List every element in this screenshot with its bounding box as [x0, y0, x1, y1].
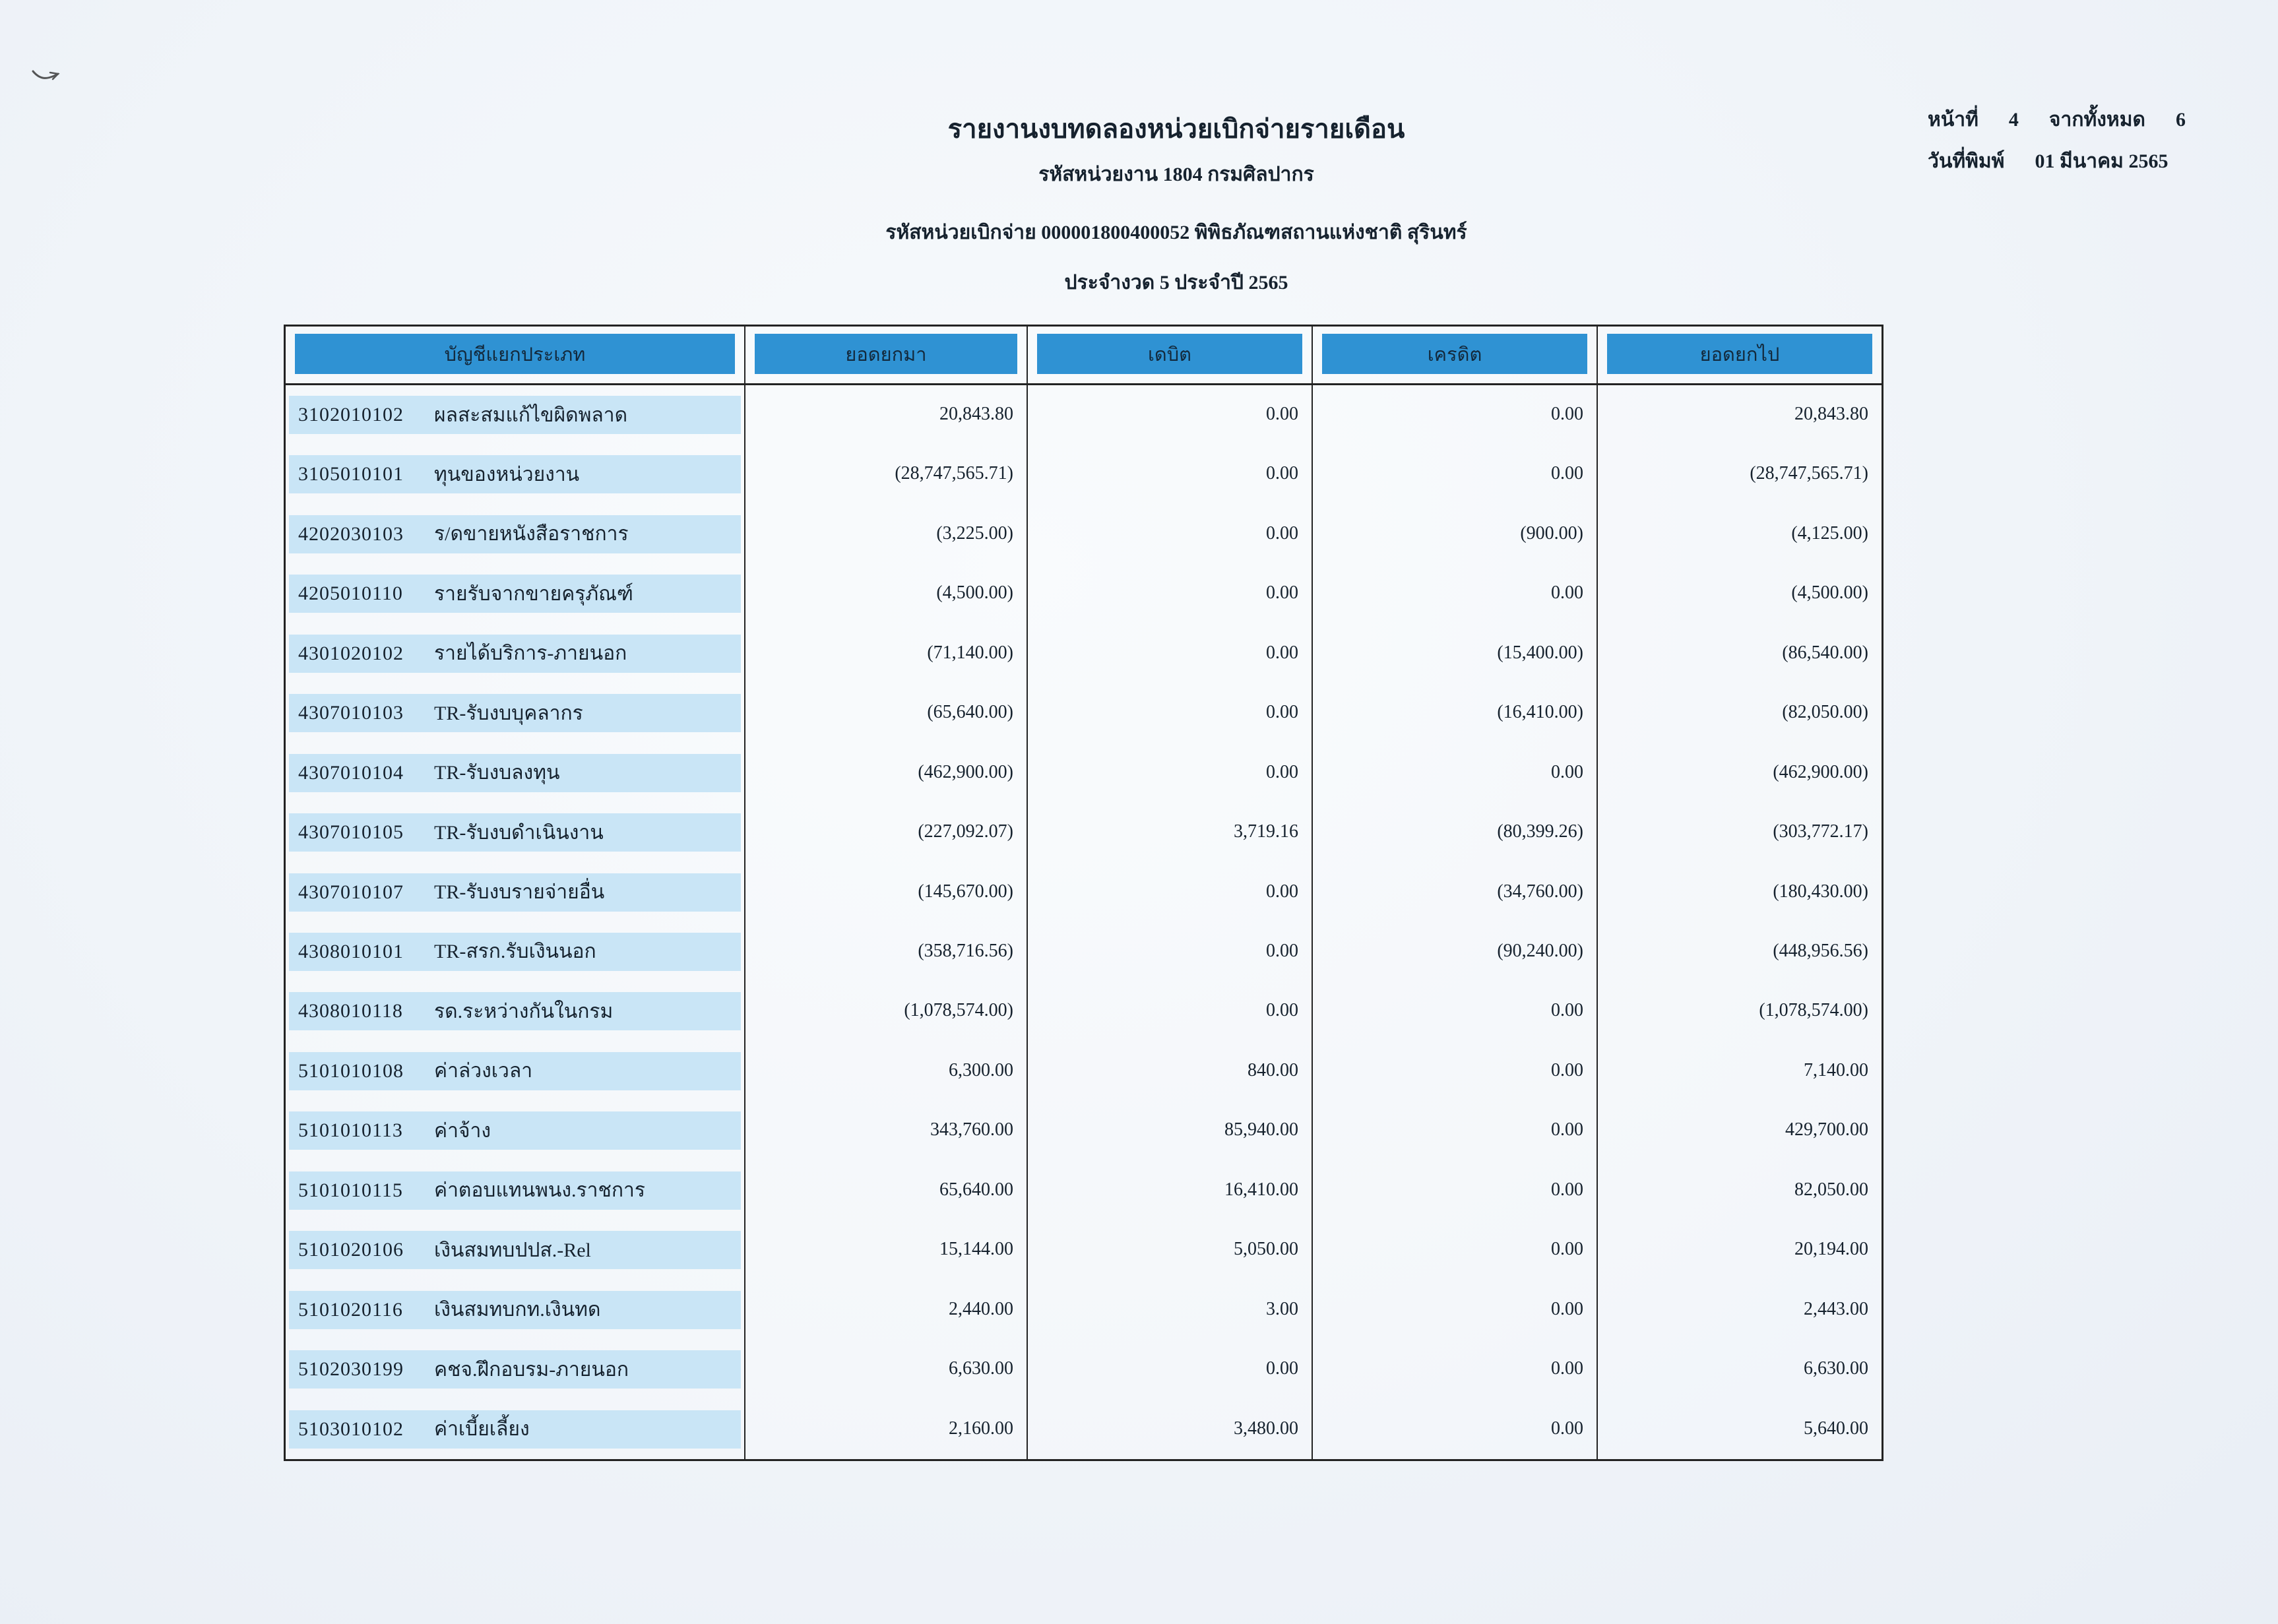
account-cell — [286, 1400, 744, 1459]
carry-forward-cell: 2,160.00 — [744, 1400, 1027, 1459]
carry-forward-cell: (227,092.07) — [744, 803, 1027, 862]
account-code: 5101010115 — [298, 1179, 403, 1201]
column-header-debit: เดบิต — [1037, 334, 1302, 374]
carry-forward-cell: 65,640.00 — [744, 1161, 1027, 1220]
account-code: 4307010103 — [298, 702, 404, 724]
balance-cell: 6,630.00 — [1597, 1340, 1882, 1399]
total-pages-label: จากทั้งหมด — [2048, 109, 2145, 131]
account-highlight-band — [289, 515, 741, 553]
table-row — [286, 803, 1882, 862]
account-name: TR-รับงบบุคลากร — [434, 702, 583, 724]
balance-cell: (4,125.00) — [1597, 505, 1882, 564]
balance-cell: (86,540.00) — [1597, 624, 1882, 683]
debit-cell: 0.00 — [1027, 982, 1312, 1041]
balance-cell: 5,640.00 — [1597, 1400, 1882, 1459]
account-name: ทุนของหน่วยงาน — [434, 463, 580, 485]
credit-cell: 0.00 — [1312, 1161, 1597, 1220]
account-name: ค่าล่วงเวลา — [434, 1060, 533, 1082]
column-header-carry-forward: ยอดยกมา — [755, 334, 1017, 374]
account-highlight-band — [289, 992, 741, 1030]
credit-cell: 0.00 — [1312, 982, 1597, 1041]
table-row — [286, 624, 1882, 683]
carry-forward-cell: (358,716.56) — [744, 922, 1027, 982]
account-highlight-band — [289, 1111, 741, 1150]
balance-cell: (303,772.17) — [1597, 803, 1882, 862]
scan-artifact-mark — [30, 63, 62, 90]
report-header — [75, 112, 2278, 297]
account-highlight-band — [289, 1171, 741, 1210]
account-name: ร/ดขายหนังสือราชการ — [434, 523, 629, 546]
debit-cell: 3.00 — [1027, 1280, 1312, 1340]
account-code: 4308010118 — [298, 1000, 403, 1022]
balance-cell: 82,050.00 — [1597, 1161, 1882, 1220]
credit-cell: (34,760.00) — [1312, 863, 1597, 922]
account-highlight-band — [289, 1231, 741, 1269]
print-date-value: 01 มีนาคม 2565 — [2035, 150, 2168, 172]
debit-cell: 3,719.16 — [1027, 803, 1312, 862]
carry-forward-cell: 15,144.00 — [744, 1220, 1027, 1280]
debit-cell: 16,410.00 — [1027, 1161, 1312, 1220]
account-name: TR-รับงบรายจ่ายอื่น — [434, 881, 605, 904]
debit-cell: 0.00 — [1027, 863, 1312, 922]
table-row — [286, 1042, 1882, 1101]
column-header-account: บัญชีแยกประเภท — [295, 334, 735, 374]
disbursement-unit-line: รหัสหน่วยเบิกจ่าย 000001800400052 พิพิธภัณฑสถานแห่งชาติ สุรินทร์ — [885, 222, 1467, 243]
credit-cell: (16,410.00) — [1312, 683, 1597, 743]
account-name: ค่าจ้าง — [434, 1119, 491, 1142]
account-cell — [286, 863, 744, 922]
debit-cell: 0.00 — [1027, 564, 1312, 623]
account-code: 4202030103 — [298, 522, 404, 545]
column-header-carry-forward-cell — [744, 327, 1027, 383]
balance-cell: 20,843.80 — [1597, 385, 1882, 445]
account-cell — [286, 564, 744, 623]
debit-cell: 840.00 — [1027, 1042, 1312, 1101]
account-cell — [286, 803, 744, 862]
table-row — [286, 982, 1882, 1041]
carry-forward-cell: (28,747,565.71) — [744, 445, 1027, 504]
account-cell — [286, 445, 744, 504]
account-code: 4307010104 — [298, 761, 404, 784]
account-code: 3105010101 — [298, 463, 404, 485]
account-code: 4205010110 — [298, 582, 403, 605]
account-cell — [286, 1280, 744, 1340]
account-name: เงินสมทบกท.เงินทด — [434, 1299, 601, 1321]
account-cell — [286, 683, 744, 743]
account-code: 5101010108 — [298, 1059, 404, 1082]
table-row — [286, 1340, 1882, 1399]
account-cell — [286, 982, 744, 1041]
debit-cell: 0.00 — [1027, 445, 1312, 504]
account-name: TR-รับงบลงทุน — [434, 762, 560, 784]
carry-forward-cell: (1,078,574.00) — [744, 982, 1027, 1041]
account-highlight-band — [289, 1410, 741, 1449]
table-row — [286, 505, 1882, 564]
account-cell — [286, 385, 744, 445]
credit-cell: (90,240.00) — [1312, 922, 1597, 982]
credit-cell: 0.00 — [1312, 1220, 1597, 1280]
table-row — [286, 863, 1882, 922]
carry-forward-cell: (4,500.00) — [744, 564, 1027, 623]
table-row — [286, 1400, 1882, 1459]
credit-cell: 0.00 — [1312, 1280, 1597, 1340]
debit-cell: 3,480.00 — [1027, 1400, 1312, 1459]
account-code: 3102010102 — [298, 404, 404, 425]
column-header-debit-cell — [1027, 327, 1312, 383]
account-cell — [286, 1101, 744, 1160]
account-highlight-band — [289, 933, 741, 971]
balance-cell: (28,747,565.71) — [1597, 445, 1882, 504]
column-header-balance-cell — [1597, 327, 1882, 383]
credit-cell: 0.00 — [1312, 1042, 1597, 1101]
credit-cell: 0.00 — [1312, 1101, 1597, 1160]
account-highlight-band — [289, 1052, 741, 1090]
account-cell — [286, 743, 744, 803]
account-highlight-band — [289, 813, 741, 852]
credit-cell: 0.00 — [1312, 385, 1597, 445]
debit-cell: 0.00 — [1027, 922, 1312, 982]
credit-cell: 0.00 — [1312, 445, 1597, 504]
carry-forward-cell: (462,900.00) — [744, 743, 1027, 803]
debit-cell: 0.00 — [1027, 683, 1312, 743]
account-highlight-band — [289, 635, 741, 673]
account-code: 5101020116 — [298, 1298, 403, 1321]
table-row — [286, 743, 1882, 803]
column-header-account-cell — [286, 327, 744, 383]
account-cell — [286, 1042, 744, 1101]
account-highlight-band — [289, 1291, 741, 1329]
agency-code-line: รหัสหน่วยงาน 1804 กรมศิลปากร — [1038, 164, 1314, 185]
credit-cell: (15,400.00) — [1312, 624, 1597, 683]
debit-cell: 0.00 — [1027, 624, 1312, 683]
balance-cell: 20,194.00 — [1597, 1220, 1882, 1280]
balance-cell: (180,430.00) — [1597, 863, 1882, 922]
account-cell — [286, 1220, 744, 1280]
account-name: TR-รับงบดำเนินงาน — [434, 821, 604, 844]
carry-forward-cell: (65,640.00) — [744, 683, 1027, 743]
balance-cell: (82,050.00) — [1597, 683, 1882, 743]
carry-forward-cell: (145,670.00) — [744, 863, 1027, 922]
column-header-credit-cell — [1312, 327, 1597, 383]
carry-forward-cell: (71,140.00) — [744, 624, 1027, 683]
report-title: รายงานงบทดลองหน่วยเบิกจ่ายรายเดือน — [947, 114, 1405, 144]
table-header-row — [286, 327, 1882, 385]
debit-cell: 0.00 — [1027, 505, 1312, 564]
debit-cell: 0.00 — [1027, 385, 1312, 445]
table-row — [286, 683, 1882, 743]
balance-cell: 2,443.00 — [1597, 1280, 1882, 1340]
trial-balance-table — [284, 325, 1883, 1461]
account-name: เงินสมทบปปส.-Rel — [434, 1239, 591, 1261]
account-highlight-band — [289, 694, 741, 732]
account-name: ค่าตอบแทนพนง.ราชการ — [434, 1179, 645, 1202]
page-number-label: หน้าที่ — [1928, 109, 1978, 131]
carry-forward-cell: 6,300.00 — [744, 1042, 1027, 1101]
credit-cell: 0.00 — [1312, 1400, 1597, 1459]
account-code: 5101020106 — [298, 1239, 404, 1261]
print-date-label: วันที่พิมพ์ — [1928, 150, 2005, 172]
table-row — [286, 1280, 1882, 1340]
balance-cell: (462,900.00) — [1597, 743, 1882, 803]
account-code: 4301020102 — [298, 642, 404, 664]
table-row — [286, 564, 1882, 623]
credit-cell: 0.00 — [1312, 564, 1597, 623]
balance-cell: (1,078,574.00) — [1597, 982, 1882, 1041]
debit-cell: 0.00 — [1027, 1340, 1312, 1399]
debit-cell: 5,050.00 — [1027, 1220, 1312, 1280]
table-row — [286, 1161, 1882, 1220]
carry-forward-cell: 20,843.80 — [744, 385, 1027, 445]
carry-forward-cell: 343,760.00 — [744, 1101, 1027, 1160]
account-name: ผลสะสมแก้ไขผิดพลาด — [434, 404, 628, 426]
account-name: รายได้บริการ-ภายนอก — [434, 642, 627, 665]
balance-cell: 7,140.00 — [1597, 1042, 1882, 1101]
account-cell — [286, 1340, 744, 1399]
account-code: 5102030199 — [298, 1358, 404, 1381]
account-highlight-band — [289, 754, 741, 792]
carry-forward-cell: 2,440.00 — [744, 1280, 1027, 1340]
balance-cell: (4,500.00) — [1597, 564, 1882, 623]
account-code: 5103010102 — [298, 1418, 404, 1440]
account-code: 4307010107 — [298, 881, 404, 903]
account-code: 4308010101 — [298, 940, 404, 962]
account-highlight-band — [289, 1350, 741, 1389]
account-code: 5101010113 — [298, 1119, 403, 1142]
table-row — [286, 1101, 1882, 1160]
account-name: รายรับจากขายครุภัณฑ์ — [434, 582, 633, 605]
page-number-value: 4 — [2008, 109, 2019, 131]
account-name: ค่าเบี้ยเลี้ยง — [434, 1418, 530, 1441]
credit-cell: 0.00 — [1312, 743, 1597, 803]
account-cell — [286, 922, 744, 982]
balance-cell: (448,956.56) — [1597, 922, 1882, 982]
carry-forward-cell: (3,225.00) — [744, 505, 1027, 564]
table-row — [286, 1220, 1882, 1280]
debit-cell: 85,940.00 — [1027, 1101, 1312, 1160]
table-row — [286, 922, 1882, 982]
column-header-balance: ยอดยกไป — [1607, 334, 1872, 374]
credit-cell: (80,399.26) — [1312, 803, 1597, 862]
table-row — [286, 445, 1882, 504]
account-name: คชจ.ฝึกอบรม-ภายนอก — [434, 1358, 629, 1381]
account-highlight-band — [289, 873, 741, 912]
table-row — [286, 385, 1882, 445]
account-highlight-band — [289, 455, 741, 493]
account-code: 4307010105 — [298, 821, 404, 844]
account-highlight-band — [289, 575, 741, 613]
credit-cell: 0.00 — [1312, 1340, 1597, 1399]
account-name: TR-สรก.รับเงินนอก — [434, 941, 596, 963]
balance-cell: 429,700.00 — [1597, 1101, 1882, 1160]
period-line: ประจำงวด 5 ประจำปี 2565 — [1064, 272, 1288, 294]
account-highlight-band — [289, 396, 741, 434]
account-cell — [286, 1161, 744, 1220]
total-pages-value: 6 — [2175, 109, 2186, 131]
credit-cell: (900.00) — [1312, 505, 1597, 564]
carry-forward-cell: 6,630.00 — [744, 1340, 1027, 1399]
debit-cell: 0.00 — [1027, 743, 1312, 803]
account-name: รด.ระหว่างกันในกรม — [434, 1000, 614, 1022]
account-cell — [286, 624, 744, 683]
account-cell — [286, 505, 744, 564]
table-body — [286, 385, 1882, 1459]
column-header-credit: เครดิต — [1322, 334, 1587, 374]
